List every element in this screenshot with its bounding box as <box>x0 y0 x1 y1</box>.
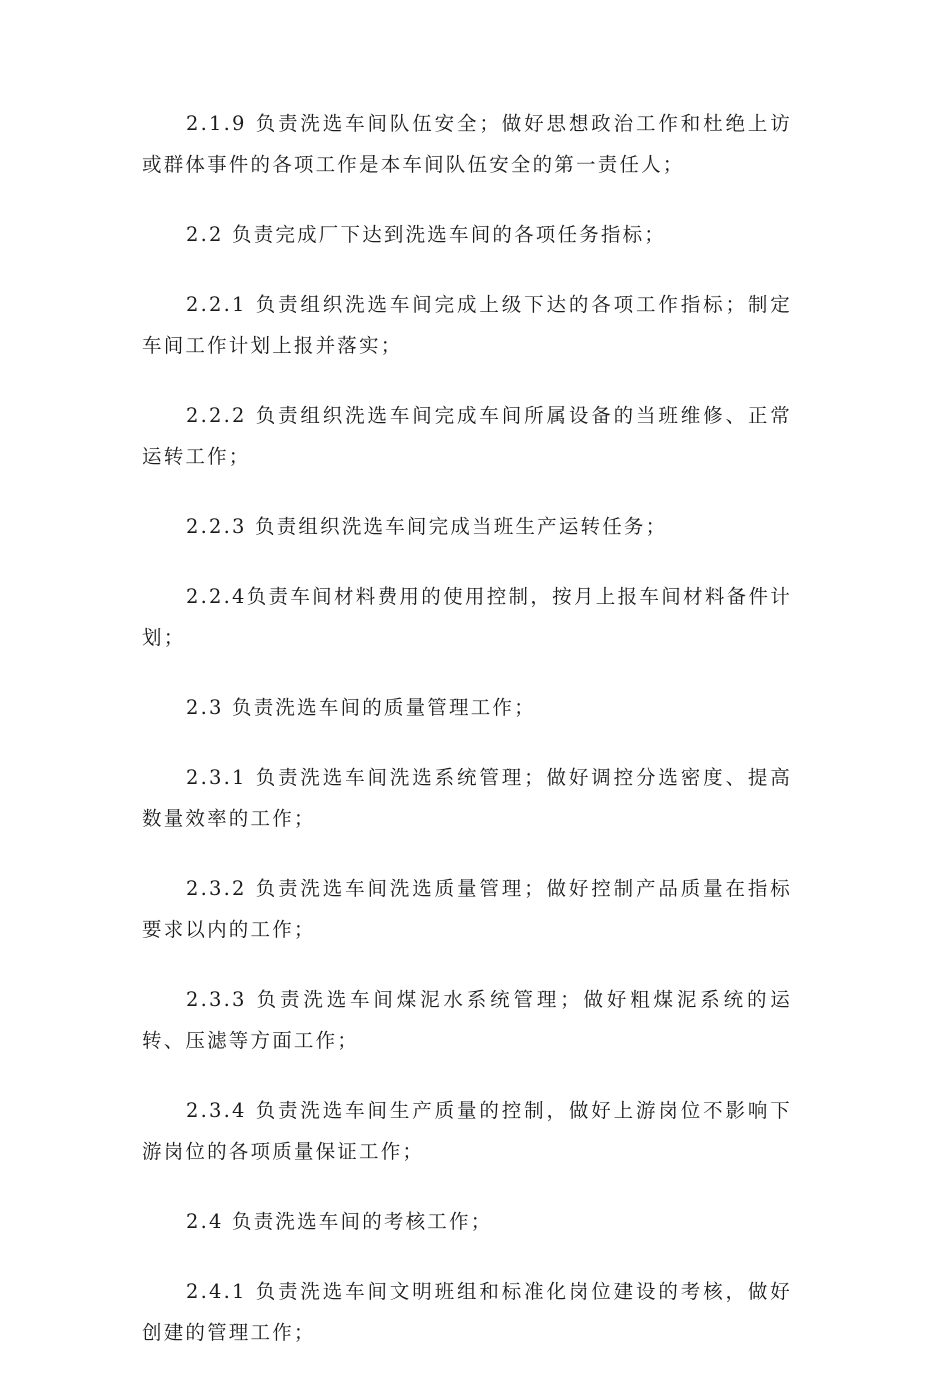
paragraph-2-2-2: 2.2.2 负责组织洗选车间完成车间所属设备的当班维修、正常运转工作； <box>142 404 792 468</box>
paragraph-2-3-1: 2.3.1 负责洗选车间洗选系统管理；做好调控分选密度、提高数量效率的工作； <box>142 766 792 830</box>
paragraph-2-2-4: 2.2.4负责车间材料费用的使用控制，按月上报车间材料备件计划； <box>142 585 792 649</box>
paragraph-2-1-9: 2.1.9 负责洗选车间队伍安全；做好思想政治工作和杜绝上访或群体事件的各项工作是本车间队伍安全的第一责任人； <box>142 112 792 176</box>
paragraph-2-2: 2.2 负责完成厂下达到洗选车间的各项任务指标； <box>186 223 667 246</box>
paragraph-2-4: 2.4 负责洗选车间的考核工作； <box>186 1210 493 1233</box>
paragraph-2-3-2: 2.3.2 负责洗选车间洗选质量管理；做好控制产品质量在指标要求以内的工作； <box>142 877 792 941</box>
paragraph-2-2-1: 2.2.1 负责组织洗选车间完成上级下达的各项工作指标；制定车间工作计划上报并落实； <box>142 293 792 357</box>
paragraph-2-3-4: 2.3.4 负责洗选车间生产质量的控制，做好上游岗位不影响下游岗位的各项质量保证工作； <box>142 1099 792 1163</box>
paragraph-2-3: 2.3 负责洗选车间的质量管理工作； <box>186 696 536 719</box>
paragraph-2-2-3: 2.2.3 负责组织洗选车间完成当班生产运转任务； <box>186 515 668 538</box>
document-body <box>142 103 792 1382</box>
paragraph-2-3-3: 2.3.3 负责洗选车间煤泥水系统管理；做好粗煤泥系统的运转、压滤等方面工作； <box>142 988 792 1052</box>
paragraph-2-4-1: 2.4.1 负责洗选车间文明班组和标准化岗位建设的考核，做好创建的管理工作； <box>142 1280 792 1344</box>
